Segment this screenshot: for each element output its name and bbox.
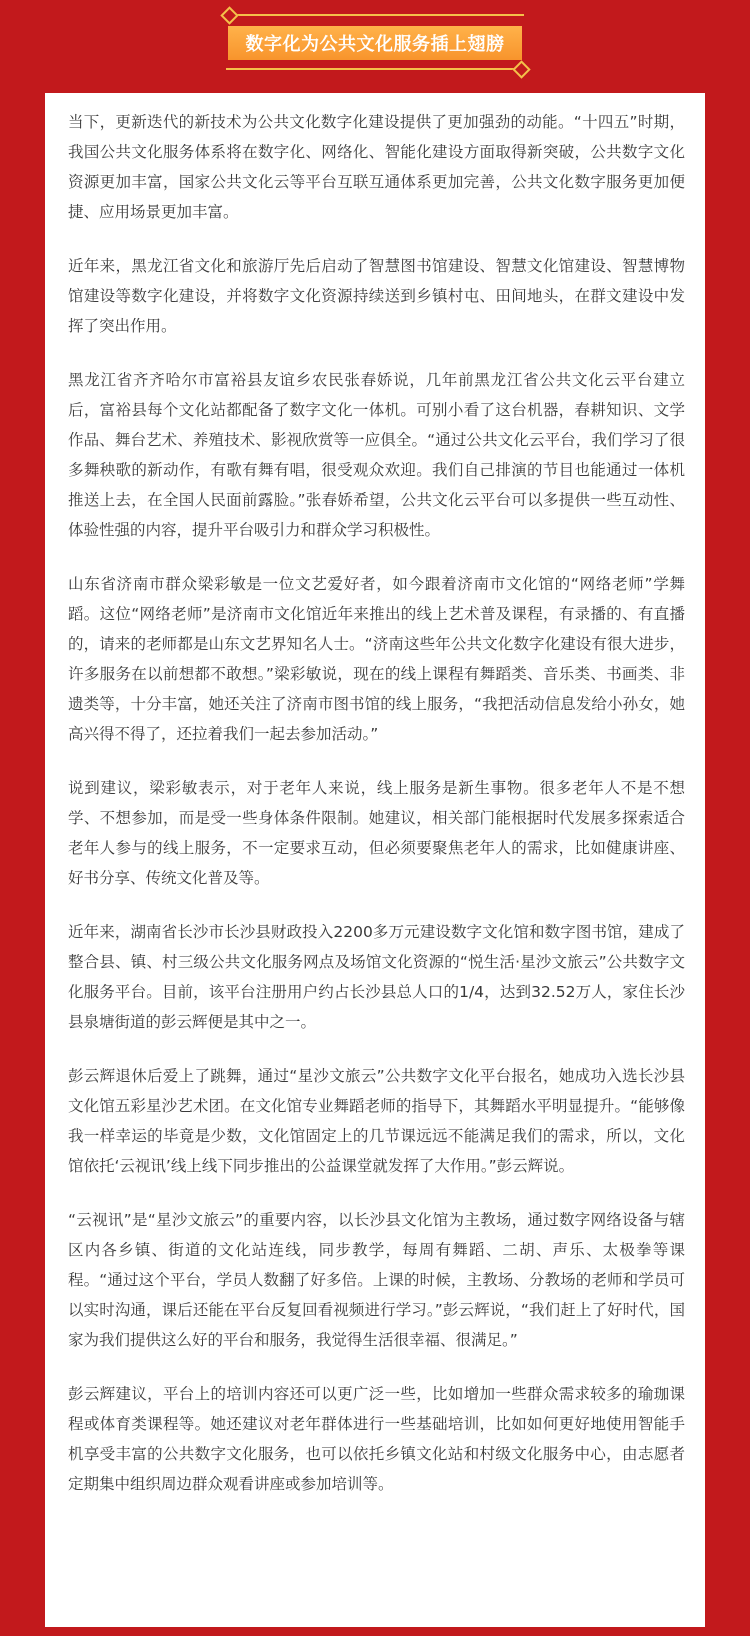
title-box <box>228 26 522 60</box>
title-banner <box>0 0 750 92</box>
banner-diamond-ornament <box>512 60 530 78</box>
article-paragraph: 当下，更新迭代的新技术为公共文化数字化建设提供了更加强劲的动能。“十四五”时期，我国公共文化服务体系将在数字化、网络化、智能化建设方面取得新突破，公共数字文化资源更加丰富，国家公共文化云等平台互联互通体系更加完善，公共文化数字服务更加便捷、应用场景更加丰富。 <box>68 113 685 221</box>
article-paragraph: “云视讯”是“星沙文旅云”的重要内容，以长沙县文化馆为主教场，通过数字网络设备与辖区内各乡镇、街道的文化站连线，同步教学，每周有舞蹈、二胡、声乐、太极拳等课程。“通过这个平台，学员人数翻了好多倍。上课的时候，主教场、分教场的老师和学员可以实时沟通，课后还能在平台反复回看视频进行学习。”彭云辉说，“我们赶上了好时代，国家为我们提供这么好的平台和服务，我觉得生活很幸福、很满足。” <box>68 1211 685 1349</box>
article-paragraph: 近年来，黑龙江省文化和旅游厅先后启动了智慧图书馆建设、智慧文化馆建设、智慧博物馆建设等数字化建设，并将数字文化资源持续送到乡镇村屯、田间地头，在群文建设中发挥了突出作用。 <box>68 257 685 335</box>
article-paragraph: 山东省济南市群众梁彩敏是一位文艺爱好者，如今跟着济南市文化馆的“网络老师”学舞蹈。这位“网络老师”是济南市文化馆近年来推出的线上艺术普及课程，有录播的、有直播的，请来的老师都是山东文艺界知名人士。“济南这些年公共文化数字化建设有很大进步，许多服务在以前想都不敢想。”梁彩敏说，现在的线上课程有舞蹈类、音乐类、书画类、非遗类等，十分丰富，她还关注了济南市图书馆的线上服务，“我把活动信息发给小孙女，她高兴得不得了，还拉着我们一起去参加活动。” <box>68 575 685 743</box>
article-card <box>45 93 705 1627</box>
banner-diamond-ornament <box>220 6 238 24</box>
article-paragraph: 黑龙江省齐齐哈尔市富裕县友谊乡农民张春娇说，几年前黑龙江省公共文化云平台建立后，富裕县每个文化站都配备了数字文化一体机。可别小看了这台机器，春耕知识、文学作品、舞台艺术、养殖技术、影视欣赏等一应俱全。“通过公共文化云平台，我们学习了很多舞秧歌的新动作，有歌有舞有唱，很受观众欢迎。我们自己排演的节目也能通过一体机推送上去，在全国人民面前露脸。”张春娇希望，公共文化云平台可以多提供一些互动性、体验性强的内容，提升平台吸引力和群众学习积极性。 <box>68 371 685 539</box>
banner-bottom-line <box>226 68 518 70</box>
article-paragraph: 说到建议，梁彩敏表示，对于老年人来说，线上服务是新生事物。很多老年人不是不想学、不想参加，而是受一些身体条件限制。她建议，相关部门能根据时代发展多探索适合老年人参与的线上服务，不一定要求互动，但必须要聚焦老年人的需求，比如健康讲座、好书分享、传统文化普及等。 <box>68 779 685 887</box>
article-paragraph: 近年来，湖南省长沙市长沙县财政投入2200多万元建设数字文化馆和数字图书馆，建成了整合县、镇、村三级公共文化服务网点及场馆文化资源的“悦生活·星沙文旅云”公共数字文化服务平台。目前，该平台注册用户约占长沙县总人口的1/4，达到32.52万人，家住长沙县泉塘街道的彭云辉便是其中之一。 <box>68 923 685 1031</box>
page-title: 数字化为公共文化服务插上翅膀 <box>245 34 505 55</box>
article-paragraph: 彭云辉退休后爱上了跳舞，通过“星沙文旅云”公共数字文化平台报名，她成功入选长沙县文化馆五彩星沙艺术团。在文化馆专业舞蹈老师的指导下，其舞蹈水平明显提升。“能够像我一样幸运的毕竟是少数，文化馆固定上的几节课远远不能满足我们的需求，所以，文化馆依托‘云视讯’线上线下同步推出的公益课堂就发挥了大作用。”彭云辉说。 <box>68 1067 685 1175</box>
banner-top-line <box>232 14 524 16</box>
article-paragraph: 彭云辉建议，平台上的培训内容还可以更广泛一些，比如增加一些群众需求较多的瑜珈课程或体育类课程等。她还建议对老年群体进行一些基础培训，比如如何更好地使用智能手机享受丰富的公共数字文化服务，也可以依托乡镇文化站和村级文化服务中心，由志愿者定期集中组织周边群众观看讲座或参加培训等。 <box>68 1385 685 1493</box>
